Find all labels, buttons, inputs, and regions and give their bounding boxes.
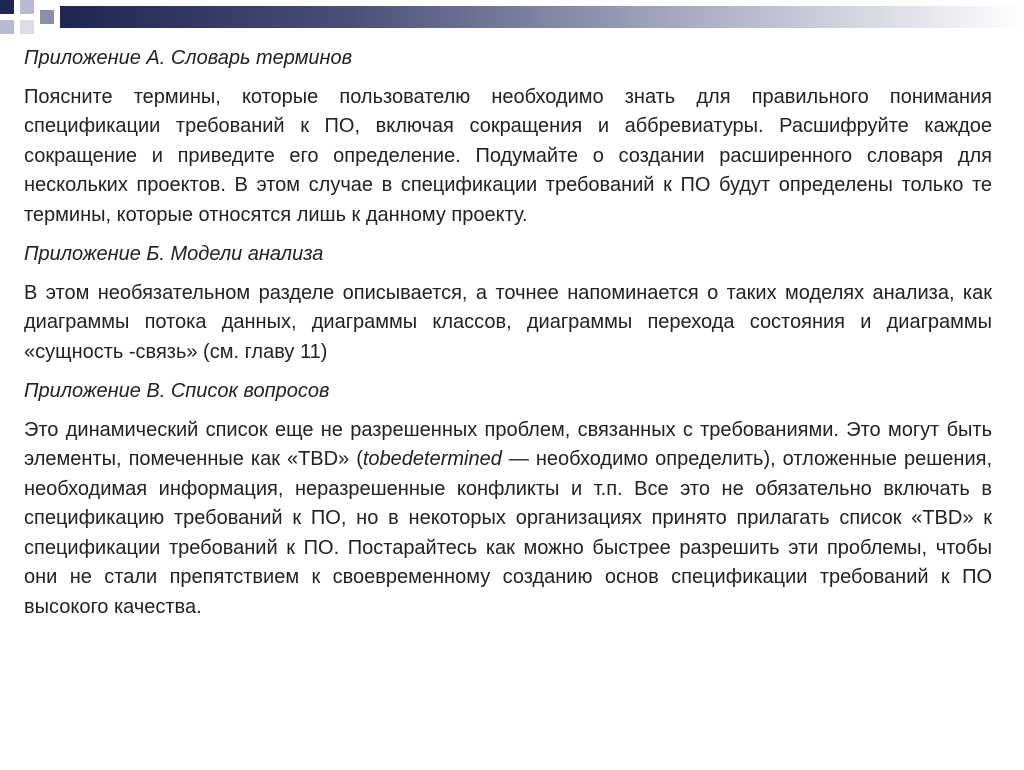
appendix-c-text-end: — необходимо определить), отложенные решения, необходимая информация, неразрешенные конфликты и т.п. Все это не обязательно включать в спецификацию требований к ПО, но в некоторых организациях принято прилагать список «TBD» к спецификации требований к ПО. Постарайтесь как можно быстрее разрешить эти проблемы, чтобы они не стали препятствием к своевременному созданию основ спецификации требований к ПО высокого качества. <box>24 448 992 618</box>
decor-square <box>0 20 14 34</box>
appendix-b-heading: Приложение Б. Модели анализа <box>24 243 324 265</box>
header-gradient-bar <box>60 6 1024 28</box>
appendix-c-heading: Приложение В. Список вопросов <box>24 380 330 402</box>
decor-square <box>40 10 54 24</box>
appendix-a-text: Поясните термины, которые пользователю необходимо знать для правильного понимания спецификации требований к ПО, включая сокращения и аббревиатуры. Расшифруйте каждое сокращение и приведите его определение. Подумайте о создании расширенного словаря для нескольких проектов. В этом случае в спецификации требований к ПО будут определены только те термины, которые относятся лишь к данному проекту. <box>24 85 992 226</box>
decor-square <box>0 0 14 14</box>
decor-square <box>20 0 34 14</box>
appendix-b-text: В этом необязательном разделе описывается, а точнее напоминается о таких моделях анализа, как диаграммы потока данных, диаграммы классов, диаграммы перехода состояния и диаграммы «сущность -связь» (см. главу 11) <box>24 281 992 363</box>
appendix-c-text-start: Это динамический список еще не разрешенных проблем, связанных с требованиями. Это могут быть элементы, помеченные как «TBD» ( <box>24 418 992 470</box>
appendix-c-text <box>24 416 992 623</box>
decor-square <box>20 20 34 34</box>
appendix-a-heading: Приложение А. Словарь терминов <box>24 47 353 69</box>
slide-content <box>24 44 992 632</box>
appendix-c-italic-term: tobedetermined <box>362 448 502 470</box>
